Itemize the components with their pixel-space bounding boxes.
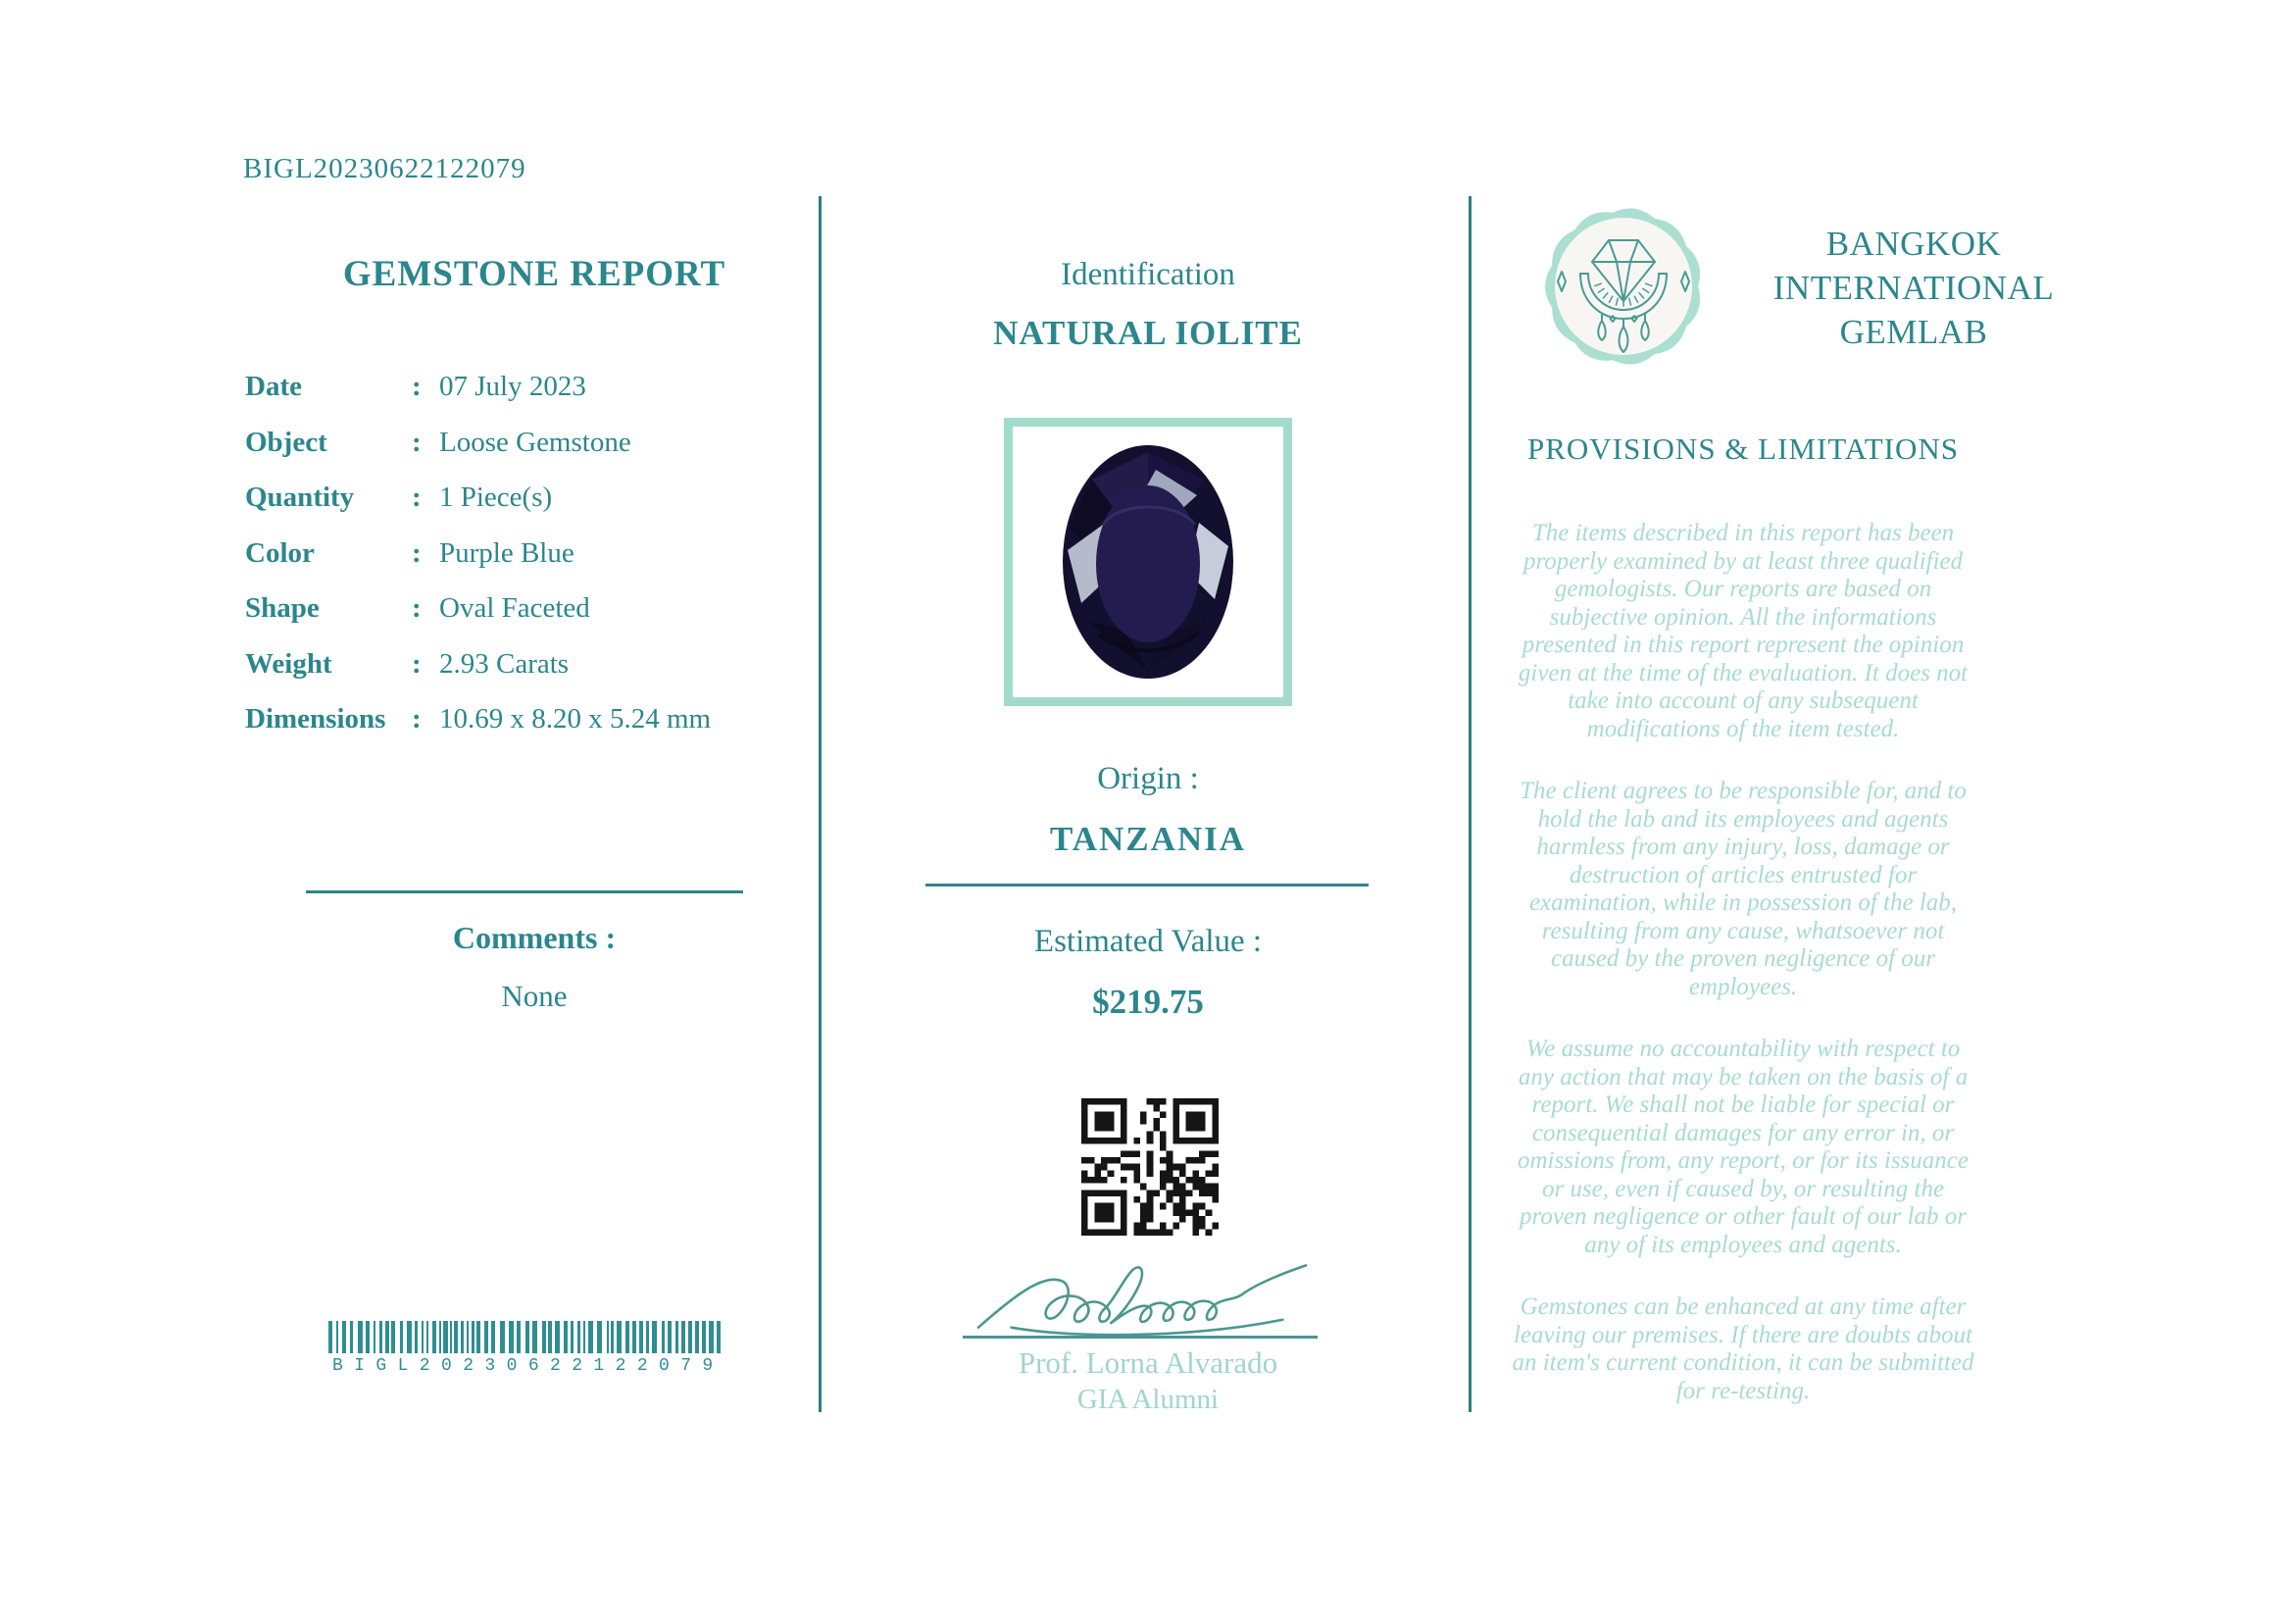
signature-script	[973, 1255, 1322, 1343]
lab-name: BANGKOK INTERNATIONAL GEMLAB	[1772, 225, 2055, 351]
provision-paragraph: The client agrees to be responsible for, and to hold the lab and its employees and agents harmless from any injury, loss, damage or destruction of articles entrusted for examination, while in possession of the lab, resulting from any cause, whatsoever not caused by the proven negligence of our employees.	[1520, 778, 1967, 1000]
barcode-text: BIGL20230622122079	[332, 1356, 724, 1376]
table-row	[245, 648, 809, 704]
detail-label: Color	[245, 536, 315, 569]
signature-line	[963, 1336, 1318, 1339]
detail-value: Oval Faceted	[439, 592, 590, 624]
table-row	[245, 481, 809, 537]
signatory-title: GIA Alumni	[1076, 1384, 1220, 1415]
identification-label: Identification	[1061, 257, 1235, 292]
report-title: GEMSTONE REPORT	[342, 254, 726, 294]
table-row	[245, 592, 809, 648]
detail-label: Weight	[245, 647, 332, 680]
gem-details-table	[245, 371, 809, 759]
provision-paragraph: We assume no accountability with respect to any action that may be taken on the basis of a report. We shall not be liable for special or consequential damages for any error in, or omissions from, any report, or for its issuance or use, even if caused by, or resulting the proven negligence or other fault of our lab or any of its employees and agents.	[1518, 1036, 1969, 1258]
detail-separator: :	[412, 481, 422, 513]
detail-value: Loose Gemstone	[439, 426, 631, 458]
detail-value: 2.93 Carats	[439, 647, 570, 680]
detail-separator: :	[412, 703, 422, 735]
detail-label: Dimensions	[245, 703, 386, 735]
identification-value: NATURAL IOLITE	[993, 314, 1303, 352]
signatory-name: Prof. Lorna Alvarado	[1018, 1345, 1278, 1380]
estimated-value-label: Estimated Value :	[1033, 924, 1263, 959]
comments-label: Comments :	[452, 920, 617, 955]
middle-divider	[925, 884, 1369, 886]
barcode-bars	[328, 1321, 730, 1353]
estimated-value: $219.75	[1092, 983, 1204, 1021]
detail-value: Purple Blue	[439, 536, 574, 569]
origin-label: Origin :	[1097, 761, 1199, 796]
qr-code-image	[1081, 1098, 1219, 1236]
detail-label: Quantity	[245, 481, 355, 513]
detail-separator: :	[412, 426, 422, 458]
provisions-title: PROVISIONS & LIMITATIONS	[1526, 431, 1960, 466]
table-row	[245, 371, 809, 427]
detail-value: 10.69 x 8.20 x 5.24 mm	[439, 703, 712, 735]
comments-divider	[306, 890, 743, 893]
gem-photo-frame	[1004, 418, 1292, 706]
detail-separator: :	[412, 371, 422, 402]
detail-value: 07 July 2023	[439, 371, 586, 402]
table-row	[245, 537, 809, 593]
table-row	[245, 427, 809, 482]
column-divider	[819, 196, 822, 1412]
provision-paragraph: Gemstones can be enhanced at any time after leaving our premises. If there are doubts about an item's current condition, it can be submitted for re-testing.	[1512, 1293, 1974, 1404]
lab-seal-icon	[1536, 199, 1711, 374]
gem-photo	[1060, 442, 1236, 682]
provisions-section	[1512, 431, 1974, 1440]
detail-label: Shape	[245, 592, 320, 624]
detail-label: Object	[245, 426, 327, 458]
origin-value: TANZANIA	[1049, 820, 1247, 858]
barcode-image	[328, 1321, 730, 1376]
detail-separator: :	[412, 592, 422, 624]
detail-separator: :	[412, 536, 422, 569]
provision-paragraph: The items described in this report has been properly examined by at least three qualified gemologists. Our reports are based on subjective opinion. All the informations presented in this report represent the opinion given at the time of the evaluation. It does not take into account of any subsequent modifications of the item tested.	[1518, 520, 1969, 742]
table-row	[245, 703, 809, 759]
comments-value: None	[501, 979, 568, 1013]
report-number: BIGL20230622122079	[243, 153, 526, 184]
detail-separator: :	[412, 647, 422, 680]
detail-label: Date	[245, 371, 302, 402]
column-divider	[1469, 196, 1472, 1412]
detail-value: 1 Piece(s)	[439, 481, 553, 513]
